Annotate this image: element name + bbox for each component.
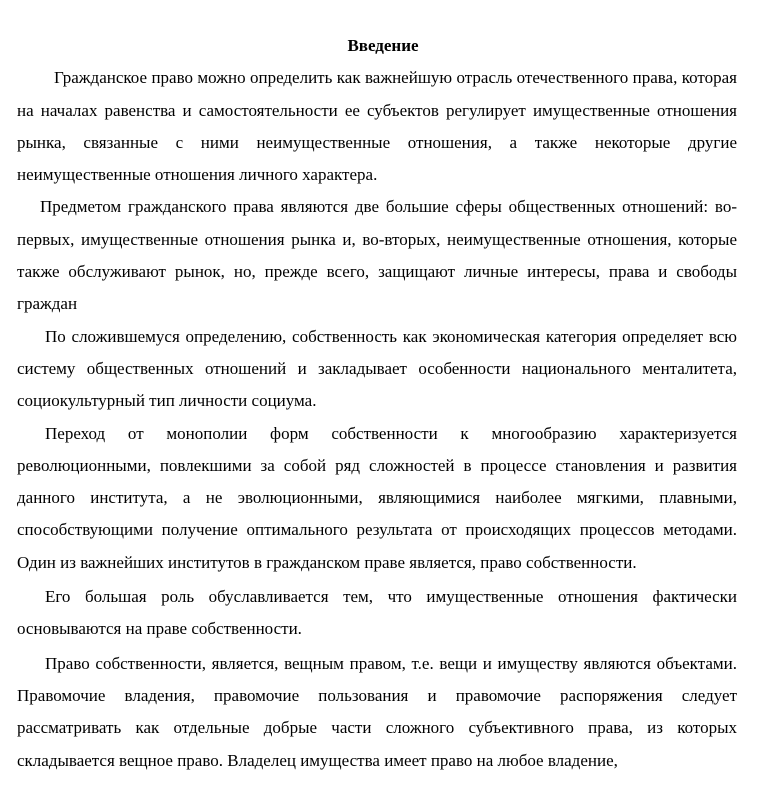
paragraph-5: Его большая роль обуславливается тем, что имущественные отношения фактически основываются на праве собственности. [17,587,737,639]
document-page [17,30,737,777]
paragraph-2: Предметом гражданского права являются две большие сферы общественных отношений: во-первых, имущественные отношения рынка и, во-вторых, неимущественные отношения, которые также обслуживают рынок, но, прежде всего, защищают личные интересы, права и свободы граждан [17,197,737,314]
paragraph-6: Право собственности, является, вещным правом, т.е. вещи и имуществу являются объектами. Правомочие владения, правомочие пользования и правомочие распоряжения следует рассматривать как отдельные добрые части сложного субъективного права, из которых складывается вещное право. Владелец имущества имеет право на любое владение, [17,653,737,770]
paragraph-4: Переход от монополии форм собственности к многообразию характеризуется революционными, повлекшими за собой ряд сложностей в процессе становления и развития данного института, а не эволюционными, являющимися наиболее мягкими, плавными, способствующими получение оптимального результата от происходящих процессов методами. Один из важнейших институтов в гражданском праве является, право собственности. [17,423,737,572]
paragraph-1: Гражданское право можно определить как важнейшую отрасль отечественного права, которая на началах равенства и самостоятельности ее субъектов регулирует имущественные отношения рынка, связанные с ними неимущественные отношения, а также некоторые другие неимущественные отношения личного характера. [17,68,737,185]
paragraph-3: По сложившемуся определению, собственность как экономическая категория определяет всю систему общественных отношений и закладывает особенности национального менталитета, социокультурный тип личности социума. [17,326,737,411]
document-title: Введение [347,36,419,55]
